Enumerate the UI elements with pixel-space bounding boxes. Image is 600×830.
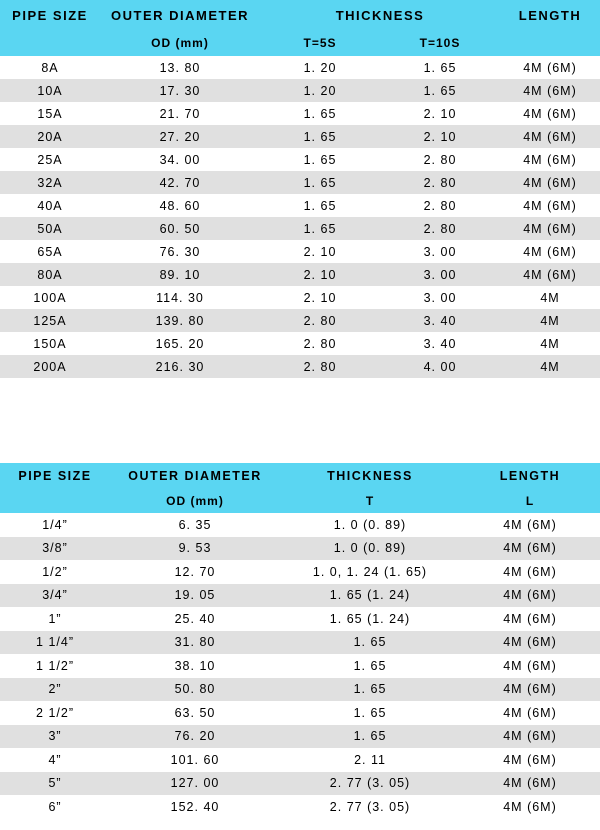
table-cell: 6” <box>0 795 110 819</box>
table-cell: 125A <box>0 309 100 332</box>
table-cell: 1. 0 (0. 89) <box>280 513 460 537</box>
table-cell: 4M (6M) <box>500 125 600 148</box>
table-cell: 4M (6M) <box>460 795 600 819</box>
table-cell: 4M <box>500 286 600 309</box>
table-cell: 8A <box>0 56 100 79</box>
table-row <box>0 125 600 148</box>
table-cell: 1. 65 <box>260 194 380 217</box>
table-cell: 1. 20 <box>260 56 380 79</box>
table-cell: 1. 65 <box>260 217 380 240</box>
table-cell: 3/8” <box>0 537 110 561</box>
table-cell: 150A <box>0 332 100 355</box>
table-cell: 4M (6M) <box>460 513 600 537</box>
table-row <box>0 701 600 725</box>
table-cell: 65A <box>0 240 100 263</box>
table-cell: 6. 35 <box>110 513 280 537</box>
table-cell: 114. 30 <box>100 286 260 309</box>
table-cell: 165. 20 <box>100 332 260 355</box>
table-cell: 3” <box>0 725 110 749</box>
table-cell: 5” <box>0 772 110 796</box>
table-cell: 4M (6M) <box>500 263 600 286</box>
table-cell: 3. 40 <box>380 332 500 355</box>
table-cell: 4M (6M) <box>460 748 600 772</box>
table-cell: 32A <box>0 171 100 194</box>
table-cell: 4M (6M) <box>460 654 600 678</box>
table-cell: 25. 40 <box>110 607 280 631</box>
table1-subheader-od: OD (mm) <box>100 30 260 56</box>
table2-head <box>0 463 600 513</box>
table-cell: 4M (6M) <box>500 56 600 79</box>
table-cell: 1. 65 <box>280 725 460 749</box>
table-cell: 40A <box>0 194 100 217</box>
table-cell: 25A <box>0 148 100 171</box>
table-cell: 3/4” <box>0 584 110 608</box>
table-cell: 89. 10 <box>100 263 260 286</box>
table1-header-pipe-size: PIPE SIZE <box>0 0 100 30</box>
table-cell: 50. 80 <box>110 678 280 702</box>
table1-subheader-length <box>500 30 600 56</box>
table-cell: 76. 20 <box>110 725 280 749</box>
table-cell: 4M (6M) <box>460 725 600 749</box>
table-cell: 1. 0 (0. 89) <box>280 537 460 561</box>
table-cell: 2. 10 <box>260 263 380 286</box>
table-row <box>0 654 600 678</box>
table-cell: 42. 70 <box>100 171 260 194</box>
table1-subheader-pipe-size <box>0 30 100 56</box>
table-cell: 20A <box>0 125 100 148</box>
table-cell: 2. 80 <box>260 355 380 378</box>
table-cell: 2. 80 <box>260 309 380 332</box>
table2-body <box>0 513 600 819</box>
table-cell: 1. 65 (1. 24) <box>280 584 460 608</box>
table-cell: 152. 40 <box>110 795 280 819</box>
table-cell: 2. 80 <box>260 332 380 355</box>
table-row <box>0 148 600 171</box>
table-cell: 1 1/4” <box>0 631 110 655</box>
table-row <box>0 332 600 355</box>
table-cell: 1. 0, 1. 24 (1. 65) <box>280 560 460 584</box>
table-cell: 4M <box>500 355 600 378</box>
table1-header-row <box>0 0 600 30</box>
table-row <box>0 795 600 819</box>
table2-subheader-pipe-size <box>0 489 110 513</box>
table-cell: 1” <box>0 607 110 631</box>
table-row <box>0 240 600 263</box>
table2-subheader-od: OD (mm) <box>110 489 280 513</box>
table-row <box>0 537 600 561</box>
table1-header-thickness: THICKNESS <box>260 0 500 30</box>
table-cell: 2. 80 <box>380 171 500 194</box>
table-cell: 4M (6M) <box>460 678 600 702</box>
table-cell: 1 1/2” <box>0 654 110 678</box>
table-cell: 4M (6M) <box>460 607 600 631</box>
table-cell: 101. 60 <box>110 748 280 772</box>
table-cell: 50A <box>0 217 100 240</box>
table-row <box>0 102 600 125</box>
table1-body <box>0 56 600 378</box>
table-cell: 4M (6M) <box>500 79 600 102</box>
table1-head <box>0 0 600 56</box>
table-cell: 127. 00 <box>110 772 280 796</box>
table-cell: 1. 65 <box>280 631 460 655</box>
table-cell: 216. 30 <box>100 355 260 378</box>
table-cell: 100A <box>0 286 100 309</box>
table-cell: 3. 00 <box>380 263 500 286</box>
table-cell: 4” <box>0 748 110 772</box>
pipe-spec-table-metric <box>0 0 600 378</box>
table-cell: 15A <box>0 102 100 125</box>
table-cell: 4M (6M) <box>500 217 600 240</box>
table-cell: 4M (6M) <box>460 701 600 725</box>
table-cell: 2” <box>0 678 110 702</box>
table-cell: 34. 00 <box>100 148 260 171</box>
table-cell: 2. 80 <box>380 217 500 240</box>
table-cell: 63. 50 <box>110 701 280 725</box>
table-cell: 1. 65 <box>260 102 380 125</box>
table-cell: 31. 80 <box>110 631 280 655</box>
table1-subheader-row <box>0 30 600 56</box>
table-cell: 60. 50 <box>100 217 260 240</box>
table-cell: 4M (6M) <box>460 631 600 655</box>
table-cell: 1. 65 <box>380 79 500 102</box>
table-cell: 1. 65 <box>260 171 380 194</box>
table-row <box>0 194 600 217</box>
table-cell: 4M (6M) <box>500 171 600 194</box>
table-cell: 4M (6M) <box>460 772 600 796</box>
table-row <box>0 584 600 608</box>
table-cell: 2. 11 <box>280 748 460 772</box>
table-cell: 4M (6M) <box>460 560 600 584</box>
table1-header-length: LENGTH <box>500 0 600 30</box>
table-cell: 4M <box>500 309 600 332</box>
table-row <box>0 748 600 772</box>
pipe-spec-table-imperial <box>0 463 600 819</box>
table-cell: 4M <box>500 332 600 355</box>
table-row <box>0 263 600 286</box>
table-row <box>0 171 600 194</box>
table-cell: 2. 10 <box>380 102 500 125</box>
table-row <box>0 513 600 537</box>
table-cell: 10A <box>0 79 100 102</box>
table-row <box>0 725 600 749</box>
table-cell: 2. 10 <box>260 286 380 309</box>
table-cell: 139. 80 <box>100 309 260 332</box>
table1-header-outer-diameter: OUTER DIAMETER <box>100 0 260 30</box>
table-cell: 4M (6M) <box>500 240 600 263</box>
table-cell: 2. 80 <box>380 194 500 217</box>
table-cell: 4M (6M) <box>500 148 600 171</box>
table-cell: 1. 65 <box>260 148 380 171</box>
table-cell: 2. 80 <box>380 148 500 171</box>
table-row <box>0 79 600 102</box>
table-cell: 21. 70 <box>100 102 260 125</box>
table-row <box>0 309 600 332</box>
table-cell: 2. 77 (3. 05) <box>280 772 460 796</box>
table-cell: 3. 00 <box>380 286 500 309</box>
table2-subheader-l: L <box>460 489 600 513</box>
table-cell: 1. 65 <box>280 654 460 678</box>
table-cell: 38. 10 <box>110 654 280 678</box>
table-cell: 1/4” <box>0 513 110 537</box>
table-cell: 2. 10 <box>380 125 500 148</box>
table1-subheader-t5s: T=5S <box>260 30 380 56</box>
table-cell: 1. 65 <box>280 701 460 725</box>
table-cell: 1. 65 <box>280 678 460 702</box>
table2-subheader-row <box>0 489 600 513</box>
table-cell: 1. 20 <box>260 79 380 102</box>
table-cell: 4M (6M) <box>460 584 600 608</box>
table-cell: 80A <box>0 263 100 286</box>
table-cell: 13. 80 <box>100 56 260 79</box>
table-cell: 2. 77 (3. 05) <box>280 795 460 819</box>
table-cell: 3. 40 <box>380 309 500 332</box>
table-cell: 1. 65 <box>260 125 380 148</box>
table-cell: 4M (6M) <box>460 537 600 561</box>
table1-subheader-t10s: T=10S <box>380 30 500 56</box>
table-cell: 2. 10 <box>260 240 380 263</box>
table2-header-row <box>0 463 600 489</box>
table-cell: 4. 00 <box>380 355 500 378</box>
table-cell: 1. 65 (1. 24) <box>280 607 460 631</box>
table-cell: 9. 53 <box>110 537 280 561</box>
table-cell: 1. 65 <box>380 56 500 79</box>
table-row <box>0 286 600 309</box>
table-row <box>0 772 600 796</box>
table2-subheader-t: T <box>280 489 460 513</box>
table-cell: 48. 60 <box>100 194 260 217</box>
table-cell: 4M (6M) <box>500 194 600 217</box>
table2-header-thickness: THICKNESS <box>280 463 460 489</box>
table2-header-outer-diameter: OUTER DIAMETER <box>110 463 280 489</box>
table-row <box>0 607 600 631</box>
table-row <box>0 631 600 655</box>
table-row <box>0 560 600 584</box>
table-cell: 76. 30 <box>100 240 260 263</box>
table-cell: 17. 30 <box>100 79 260 102</box>
table-row <box>0 355 600 378</box>
table-cell: 2 1/2” <box>0 701 110 725</box>
table-row <box>0 217 600 240</box>
table-cell: 12. 70 <box>110 560 280 584</box>
table-cell: 27. 20 <box>100 125 260 148</box>
table-cell: 19. 05 <box>110 584 280 608</box>
table-cell: 3. 00 <box>380 240 500 263</box>
table-row <box>0 56 600 79</box>
table-cell: 4M (6M) <box>500 102 600 125</box>
table-cell: 200A <box>0 355 100 378</box>
table-row <box>0 678 600 702</box>
table-cell: 1/2” <box>0 560 110 584</box>
table2-header-pipe-size: PIPE SIZE <box>0 463 110 489</box>
table2-header-length: LENGTH <box>460 463 600 489</box>
